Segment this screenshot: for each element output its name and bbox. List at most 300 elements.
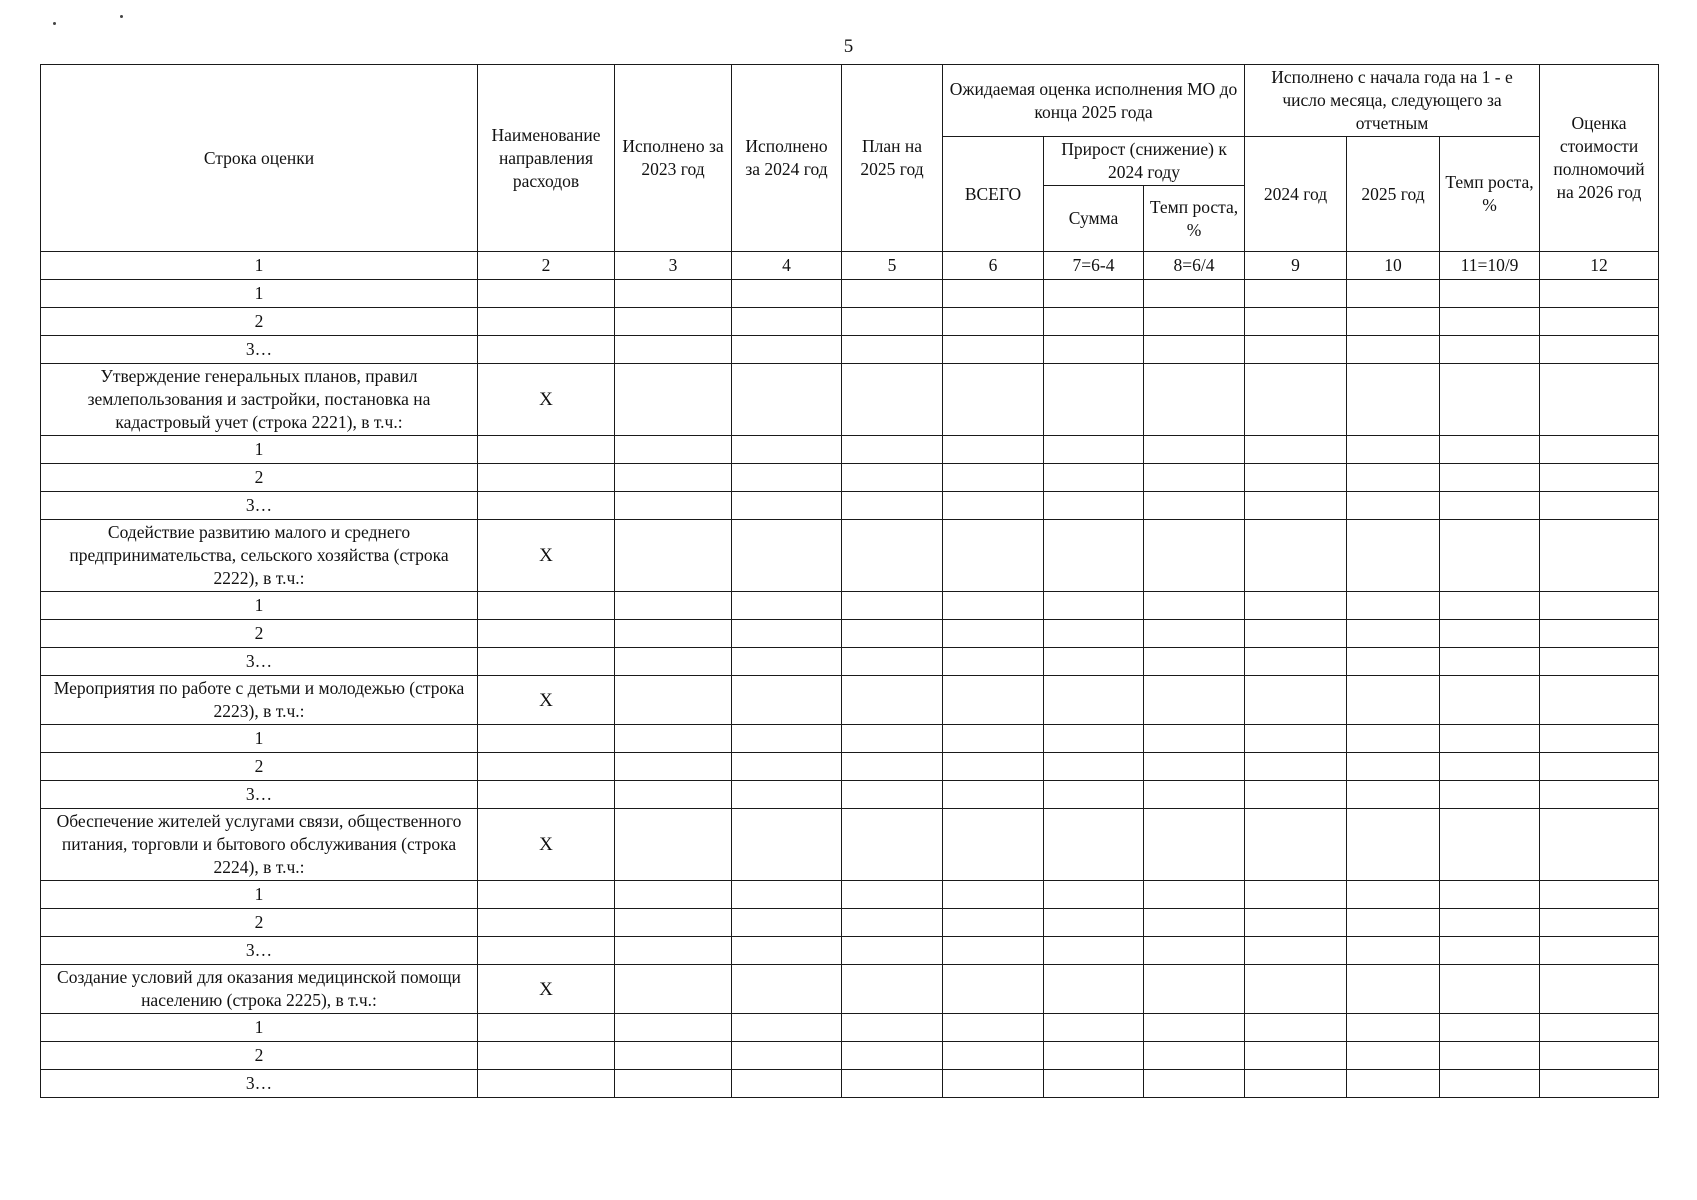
empty-cell: [1440, 965, 1540, 1014]
section-mark: [478, 676, 615, 725]
empty-cell: [732, 336, 842, 364]
empty-cell: [1144, 308, 1245, 336]
empty-cell: [842, 648, 943, 676]
empty-cell: [1540, 492, 1659, 520]
x-mark: X: [539, 834, 553, 855]
empty-cell: [1540, 809, 1659, 881]
empty-cell: [1044, 937, 1144, 965]
empty-cell: [943, 881, 1044, 909]
empty-cell: [1144, 937, 1245, 965]
empty-cell: [1540, 648, 1659, 676]
empty-cell: [478, 464, 615, 492]
empty-cell: [943, 648, 1044, 676]
empty-cell: [615, 676, 732, 725]
empty-cell: [1144, 364, 1245, 436]
empty-cell: [1347, 725, 1440, 753]
empty-cell: [1144, 881, 1245, 909]
empty-cell: [1044, 648, 1144, 676]
empty-cell: [943, 464, 1044, 492]
section-mark: [478, 520, 615, 592]
empty-cell: [943, 1070, 1044, 1098]
empty-cell: [842, 909, 943, 937]
empty-cell: [943, 592, 1044, 620]
empty-cell: [1044, 676, 1144, 725]
empty-cell: [1044, 492, 1144, 520]
empty-cell: [1245, 648, 1347, 676]
empty-cell: [732, 965, 842, 1014]
header-row-label: Строка оценки: [41, 65, 478, 252]
empty-cell: [842, 809, 943, 881]
empty-cell: [615, 965, 732, 1014]
empty-cell: [732, 937, 842, 965]
empty-cell: [1440, 909, 1540, 937]
empty-cell: [1347, 1042, 1440, 1070]
empty-cell: [1347, 676, 1440, 725]
header-year-2025: 2025 год: [1347, 137, 1440, 252]
header-rate: Темп роста, %: [1144, 186, 1245, 252]
empty-cell: [1245, 781, 1347, 809]
empty-cell: [1144, 648, 1245, 676]
empty-cell: [1144, 809, 1245, 881]
scan-speck: [53, 22, 56, 25]
empty-cell: [1044, 364, 1144, 436]
empty-cell: [1347, 1014, 1440, 1042]
empty-cell: [478, 592, 615, 620]
column-number: 6: [943, 252, 1044, 280]
sub-row-number: 2: [41, 753, 478, 781]
empty-cell: [943, 781, 1044, 809]
empty-cell: [478, 280, 615, 308]
empty-cell: [1440, 809, 1540, 881]
empty-cell: [732, 725, 842, 753]
empty-cell: [943, 809, 1044, 881]
sub-row: [41, 1070, 1659, 1098]
empty-cell: [943, 937, 1044, 965]
section-title: Утверждение генеральных планов, правил землепользования и застройки, постановка на кадастровый учет (строка 2221), в т.ч.:: [41, 364, 478, 436]
empty-cell: [842, 965, 943, 1014]
empty-cell: [842, 937, 943, 965]
empty-cell: [1044, 308, 1144, 336]
sub-row: [41, 909, 1659, 937]
empty-cell: [1440, 520, 1540, 592]
empty-cell: [943, 1014, 1044, 1042]
empty-cell: [1144, 1070, 1245, 1098]
empty-cell: [615, 592, 732, 620]
empty-cell: [1044, 1070, 1144, 1098]
empty-cell: [1347, 592, 1440, 620]
empty-cell: [1347, 336, 1440, 364]
empty-cell: [732, 520, 842, 592]
empty-cell: [842, 725, 943, 753]
empty-cell: [1245, 1014, 1347, 1042]
empty-cell: [1540, 464, 1659, 492]
sub-row-number: 3…: [41, 648, 478, 676]
sub-row-number: 3…: [41, 937, 478, 965]
empty-cell: [943, 336, 1044, 364]
column-number: 2: [478, 252, 615, 280]
empty-cell: [478, 648, 615, 676]
empty-cell: [615, 937, 732, 965]
empty-cell: [732, 909, 842, 937]
sub-row-number: 2: [41, 464, 478, 492]
section-row: [41, 364, 1659, 436]
empty-cell: [1044, 781, 1144, 809]
empty-cell: [732, 676, 842, 725]
empty-cell: [1245, 308, 1347, 336]
empty-cell: [615, 648, 732, 676]
section-title: Обеспечение жителей услугами связи, общественного питания, торговли и бытового обслуживания (строка 2224), в т.ч.:: [41, 809, 478, 881]
empty-cell: [1540, 965, 1659, 1014]
empty-cell: [842, 492, 943, 520]
empty-cell: [1144, 336, 1245, 364]
empty-cell: [1540, 909, 1659, 937]
empty-cell: [1540, 520, 1659, 592]
empty-cell: [1144, 520, 1245, 592]
empty-cell: [1540, 781, 1659, 809]
empty-cell: [478, 492, 615, 520]
empty-cell: [1245, 464, 1347, 492]
x-mark: X: [539, 389, 553, 410]
empty-cell: [1540, 620, 1659, 648]
x-mark: X: [539, 689, 553, 711]
empty-cell: [615, 520, 732, 592]
section-mark: [478, 965, 615, 1014]
estimate-table: [40, 64, 1659, 1098]
empty-cell: [1144, 965, 1245, 1014]
sub-row: [41, 492, 1659, 520]
empty-cell: [842, 308, 943, 336]
empty-cell: [1245, 965, 1347, 1014]
sub-row-number: 2: [41, 620, 478, 648]
empty-cell: [1347, 881, 1440, 909]
empty-cell: [1245, 881, 1347, 909]
empty-cell: [842, 1070, 943, 1098]
empty-cell: [478, 1070, 615, 1098]
empty-cell: [732, 464, 842, 492]
empty-cell: [842, 1042, 943, 1070]
empty-cell: [478, 336, 615, 364]
empty-cell: [1044, 1042, 1144, 1070]
empty-cell: [1144, 781, 1245, 809]
sub-row-number: 1: [41, 725, 478, 753]
empty-cell: [1540, 881, 1659, 909]
sub-row: [41, 592, 1659, 620]
empty-cell: [615, 492, 732, 520]
header-direction-name: Наименование направления расходов: [478, 65, 615, 252]
sub-row-number: 3…: [41, 1070, 478, 1098]
sub-row: [41, 280, 1659, 308]
sub-row: [41, 881, 1659, 909]
empty-cell: [615, 364, 732, 436]
empty-cell: [1144, 620, 1245, 648]
section-row: [41, 965, 1659, 1014]
sub-row: [41, 1014, 1659, 1042]
empty-cell: [1347, 937, 1440, 965]
empty-cell: [1044, 725, 1144, 753]
sub-row-number: 3…: [41, 336, 478, 364]
empty-cell: [615, 725, 732, 753]
column-number: 5: [842, 252, 943, 280]
section-title: Создание условий для оказания медицинской помощи населению (строка 2225), в т.ч.:: [41, 965, 478, 1014]
empty-cell: [1440, 492, 1540, 520]
empty-cell: [1347, 648, 1440, 676]
empty-cell: [1245, 1042, 1347, 1070]
sub-row-number: 2: [41, 1042, 478, 1070]
empty-cell: [732, 753, 842, 781]
header-sum: Сумма: [1044, 186, 1144, 252]
empty-cell: [615, 1014, 732, 1042]
empty-cell: [732, 436, 842, 464]
empty-cell: [1440, 1042, 1540, 1070]
empty-cell: [1144, 725, 1245, 753]
section-mark: [478, 809, 615, 881]
empty-cell: [1347, 280, 1440, 308]
empty-cell: [1144, 1042, 1245, 1070]
empty-cell: [1440, 1014, 1540, 1042]
section-title: Мероприятия по работе с детьми и молодежью (строка 2223), в т.ч.:: [41, 676, 478, 725]
empty-cell: [842, 676, 943, 725]
empty-cell: [478, 937, 615, 965]
empty-cell: [1540, 592, 1659, 620]
header-growth-rate: Темп роста, %: [1440, 137, 1540, 252]
sub-row-number: 1: [41, 436, 478, 464]
column-number: 11=10/9: [1440, 252, 1540, 280]
empty-cell: [1245, 520, 1347, 592]
empty-cell: [1044, 336, 1144, 364]
empty-cell: [1440, 648, 1540, 676]
empty-cell: [943, 909, 1044, 937]
empty-cell: [1144, 753, 1245, 781]
empty-cell: [1540, 336, 1659, 364]
empty-cell: [1440, 592, 1540, 620]
sub-row: [41, 620, 1659, 648]
section-row: [41, 676, 1659, 725]
empty-cell: [943, 308, 1044, 336]
empty-cell: [615, 1070, 732, 1098]
header-total: ВСЕГО: [943, 137, 1044, 252]
empty-cell: [1044, 965, 1144, 1014]
empty-cell: [478, 781, 615, 809]
header-plan-2025: План на 2025 год: [842, 65, 943, 252]
empty-cell: [1245, 492, 1347, 520]
empty-cell: [1440, 364, 1540, 436]
empty-cell: [1347, 909, 1440, 937]
empty-cell: [1347, 364, 1440, 436]
empty-cell: [1044, 592, 1144, 620]
header-growth-2024: Прирост (снижение) к 2024 году: [1044, 137, 1245, 186]
empty-cell: [1347, 464, 1440, 492]
empty-cell: [1440, 280, 1540, 308]
empty-cell: [943, 492, 1044, 520]
empty-cell: [1044, 881, 1144, 909]
empty-cell: [615, 881, 732, 909]
empty-cell: [842, 620, 943, 648]
empty-cell: [1044, 464, 1144, 492]
column-number: 4: [732, 252, 842, 280]
empty-cell: [1044, 520, 1144, 592]
empty-cell: [1245, 436, 1347, 464]
empty-cell: [1540, 364, 1659, 436]
section-title: Содействие развитию малого и среднего предпринимательства, сельского хозяйства (строка 2222), в т.ч.:: [41, 520, 478, 592]
empty-cell: [1347, 1070, 1440, 1098]
empty-cell: [1245, 620, 1347, 648]
empty-cell: [732, 308, 842, 336]
scan-speck: [120, 15, 123, 18]
empty-cell: [1245, 1070, 1347, 1098]
column-number: 10: [1347, 252, 1440, 280]
empty-cell: [615, 809, 732, 881]
header-executed-since-start: Исполнено с начала года на 1 - е число месяца, следующего за отчетным: [1245, 65, 1540, 137]
empty-cell: [1044, 436, 1144, 464]
header-executed-2023: Исполнено за 2023 год: [615, 65, 732, 252]
empty-cell: [842, 753, 943, 781]
empty-cell: [732, 1042, 842, 1070]
empty-cell: [732, 781, 842, 809]
empty-cell: [1540, 753, 1659, 781]
sub-row-number: 1: [41, 280, 478, 308]
empty-cell: [1540, 676, 1659, 725]
empty-cell: [842, 364, 943, 436]
empty-cell: [1540, 436, 1659, 464]
empty-cell: [1347, 753, 1440, 781]
empty-cell: [1347, 492, 1440, 520]
empty-cell: [1044, 280, 1144, 308]
empty-cell: [478, 753, 615, 781]
sub-row: [41, 436, 1659, 464]
header-expected-estimate: Ожидаемая оценка исполнения МО до конца 2025 года: [943, 65, 1245, 137]
empty-cell: [732, 620, 842, 648]
empty-cell: [615, 753, 732, 781]
empty-cell: [732, 1070, 842, 1098]
empty-cell: [615, 1042, 732, 1070]
empty-cell: [1440, 620, 1540, 648]
empty-cell: [842, 781, 943, 809]
empty-cell: [1245, 937, 1347, 965]
empty-cell: [943, 676, 1044, 725]
empty-cell: [1347, 520, 1440, 592]
empty-cell: [1044, 753, 1144, 781]
header-executed-2024: Исполнено за 2024 год: [732, 65, 842, 252]
empty-cell: [1540, 937, 1659, 965]
empty-cell: [1440, 308, 1540, 336]
empty-cell: [478, 1042, 615, 1070]
column-number: 7=6-4: [1044, 252, 1144, 280]
empty-cell: [1440, 881, 1540, 909]
empty-cell: [943, 1042, 1044, 1070]
header-year-2024: 2024 год: [1245, 137, 1347, 252]
empty-cell: [1347, 620, 1440, 648]
empty-cell: [1144, 436, 1245, 464]
empty-cell: [1347, 809, 1440, 881]
empty-cell: [842, 1014, 943, 1042]
column-number-row: [41, 252, 1659, 280]
sub-row-number: 3…: [41, 492, 478, 520]
empty-cell: [615, 336, 732, 364]
sub-row-number: 1: [41, 881, 478, 909]
empty-cell: [842, 464, 943, 492]
empty-cell: [1144, 676, 1245, 725]
empty-cell: [1144, 909, 1245, 937]
empty-cell: [1044, 1014, 1144, 1042]
sub-row: [41, 648, 1659, 676]
empty-cell: [478, 881, 615, 909]
empty-cell: [1144, 492, 1245, 520]
empty-cell: [1144, 592, 1245, 620]
empty-cell: [943, 364, 1044, 436]
empty-cell: [1347, 308, 1440, 336]
empty-cell: [1440, 725, 1540, 753]
empty-cell: [615, 308, 732, 336]
empty-cell: [732, 648, 842, 676]
empty-cell: [1245, 909, 1347, 937]
empty-cell: [943, 725, 1044, 753]
empty-cell: [1540, 308, 1659, 336]
empty-cell: [1245, 336, 1347, 364]
sub-row: [41, 336, 1659, 364]
empty-cell: [732, 492, 842, 520]
empty-cell: [1044, 909, 1144, 937]
empty-cell: [1144, 464, 1245, 492]
empty-cell: [1440, 937, 1540, 965]
empty-cell: [1440, 1070, 1540, 1098]
section-row: [41, 809, 1659, 881]
empty-cell: [732, 1014, 842, 1042]
sub-row: [41, 464, 1659, 492]
empty-cell: [842, 881, 943, 909]
empty-cell: [1245, 364, 1347, 436]
empty-cell: [1540, 280, 1659, 308]
header-powers-cost: Оценка стоимости полномочий на 2026 год: [1540, 65, 1659, 252]
empty-cell: [732, 592, 842, 620]
empty-cell: [842, 280, 943, 308]
empty-cell: [478, 436, 615, 464]
empty-cell: [943, 436, 1044, 464]
column-number: 9: [1245, 252, 1347, 280]
section-row: [41, 520, 1659, 592]
column-number: 8=6/4: [1144, 252, 1245, 280]
sub-row: [41, 937, 1659, 965]
empty-cell: [615, 620, 732, 648]
empty-cell: [1347, 781, 1440, 809]
empty-cell: [732, 881, 842, 909]
page-number: 5: [843, 36, 854, 57]
empty-cell: [1440, 781, 1540, 809]
empty-cell: [1245, 725, 1347, 753]
sub-row: [41, 781, 1659, 809]
empty-cell: [1440, 676, 1540, 725]
empty-cell: [615, 909, 732, 937]
table-header: [41, 65, 1659, 252]
empty-cell: [1044, 620, 1144, 648]
empty-cell: [1540, 1014, 1659, 1042]
empty-cell: [478, 1014, 615, 1042]
empty-cell: [1540, 1042, 1659, 1070]
empty-cell: [478, 308, 615, 336]
empty-cell: [842, 592, 943, 620]
empty-cell: [615, 280, 732, 308]
empty-cell: [1347, 965, 1440, 1014]
empty-cell: [1245, 809, 1347, 881]
empty-cell: [1440, 753, 1540, 781]
empty-cell: [732, 280, 842, 308]
empty-cell: [732, 364, 842, 436]
empty-cell: [1540, 725, 1659, 753]
sub-row-number: 3…: [41, 781, 478, 809]
empty-cell: [1440, 336, 1540, 364]
sub-row: [41, 308, 1659, 336]
sub-row-number: 1: [41, 592, 478, 620]
empty-cell: [732, 809, 842, 881]
